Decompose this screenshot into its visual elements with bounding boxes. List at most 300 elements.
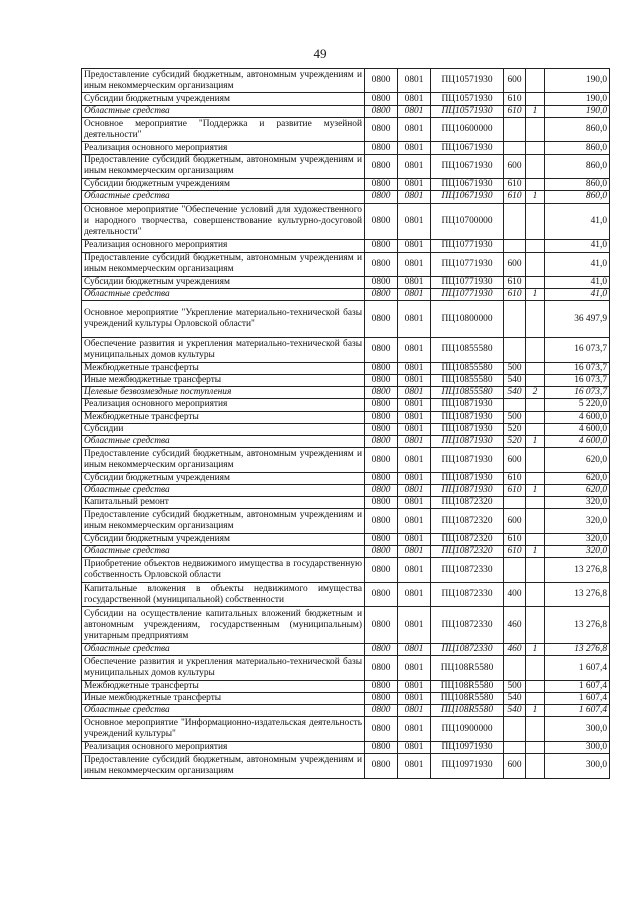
- expense-type-code: [504, 203, 526, 240]
- funding-source-code: 1: [526, 289, 545, 301]
- target-article-code: ПЦ10671930: [431, 179, 504, 191]
- funding-source-code: [526, 533, 545, 545]
- row-name: Областные средства: [82, 191, 365, 203]
- target-article-code: ПЦ10871930: [431, 448, 504, 472]
- expense-type-code: 500: [504, 362, 526, 374]
- table-row: [82, 705, 610, 717]
- section-code: 0800: [365, 399, 398, 411]
- expense-type-code: 610: [504, 546, 526, 558]
- amount: 16 073,7: [545, 387, 610, 399]
- section-code: 0800: [365, 387, 398, 399]
- target-article-code: ПЦ10571930: [431, 93, 504, 105]
- row-name: Субсидии бюджетным учреждениям: [82, 93, 365, 105]
- row-name: Реализация основного мероприятия: [82, 399, 365, 411]
- amount: 190,0: [545, 105, 610, 117]
- table-row: [82, 680, 610, 692]
- target-article-code: ПЦ10855580: [431, 338, 504, 362]
- expense-type-code: 610: [504, 179, 526, 191]
- subsection-code: 0801: [398, 533, 431, 545]
- row-name: Реализация основного мероприятия: [82, 142, 365, 154]
- row-name: Обеспечение развития и укрепления материально-технической базы муниципальных домов культуры: [82, 656, 365, 680]
- expense-type-code: 600: [504, 252, 526, 276]
- expense-type-code: [504, 741, 526, 753]
- row-name: Иные межбюджетные трансферты: [82, 693, 365, 705]
- target-article-code: ПЦ10872330: [431, 644, 504, 656]
- funding-source-code: [526, 154, 545, 178]
- expense-type-code: [504, 117, 526, 141]
- target-article-code: ПЦ10571930: [431, 105, 504, 117]
- row-name: Предоставление субсидий бюджетным, автономным учреждениям и иным некоммерческим организациям: [82, 69, 365, 93]
- section-code: 0800: [365, 154, 398, 178]
- section-code: 0800: [365, 374, 398, 386]
- row-name: Областные средства: [82, 485, 365, 497]
- subsection-code: 0801: [398, 362, 431, 374]
- subsection-code: 0801: [398, 191, 431, 203]
- target-article-code: ПЦ10971930: [431, 754, 504, 778]
- table-row: [82, 644, 610, 656]
- target-article-code: ПЦ10771930: [431, 277, 504, 289]
- expense-type-code: [504, 142, 526, 154]
- row-name: Предоставление субсидий бюджетным, автономным учреждениям и иным некоммерческим организациям: [82, 448, 365, 472]
- amount: 860,0: [545, 142, 610, 154]
- funding-source-code: 1: [526, 644, 545, 656]
- section-code: 0800: [365, 203, 398, 240]
- expense-type-code: 520: [504, 423, 526, 435]
- target-article-code: ПЦ10871930: [431, 485, 504, 497]
- funding-source-code: [526, 411, 545, 423]
- subsection-code: 0801: [398, 338, 431, 362]
- row-name: Реализация основного мероприятия: [82, 240, 365, 252]
- funding-source-code: 1: [526, 436, 545, 448]
- row-name: Предоставление субсидий бюджетным, автономным учреждениям и иным некоммерческим организациям: [82, 154, 365, 178]
- table-row: [82, 338, 610, 362]
- table-row: [82, 93, 610, 105]
- target-article-code: ПЦ10771930: [431, 240, 504, 252]
- row-name: Межбюджетные трансферты: [82, 680, 365, 692]
- expense-type-code: [504, 558, 526, 582]
- expense-type-code: 610: [504, 533, 526, 545]
- amount: 300,0: [545, 741, 610, 753]
- table-row: [82, 436, 610, 448]
- subsection-code: 0801: [398, 277, 431, 289]
- table-row: [82, 509, 610, 533]
- expense-type-code: [504, 717, 526, 741]
- target-article-code: ПЦ10872330: [431, 558, 504, 582]
- expense-type-code: 610: [504, 105, 526, 117]
- funding-source-code: [526, 558, 545, 582]
- funding-source-code: [526, 448, 545, 472]
- target-article-code: ПЦ10900000: [431, 717, 504, 741]
- section-code: 0800: [365, 644, 398, 656]
- table-row: [82, 741, 610, 753]
- section-code: 0800: [365, 93, 398, 105]
- target-article-code: ПЦ10871930: [431, 411, 504, 423]
- subsection-code: 0801: [398, 117, 431, 141]
- section-code: 0800: [365, 105, 398, 117]
- subsection-code: 0801: [398, 374, 431, 386]
- budget-table: [81, 68, 610, 779]
- subsection-code: 0801: [398, 301, 431, 338]
- subsection-code: 0801: [398, 399, 431, 411]
- funding-source-code: [526, 497, 545, 509]
- amount: 41,0: [545, 203, 610, 240]
- target-article-code: ПЦ10871930: [431, 399, 504, 411]
- subsection-code: 0801: [398, 142, 431, 154]
- expense-type-code: 600: [504, 154, 526, 178]
- page-number: 49: [313, 46, 327, 61]
- funding-source-code: [526, 374, 545, 386]
- subsection-code: 0801: [398, 644, 431, 656]
- amount: 620,0: [545, 472, 610, 484]
- section-code: 0800: [365, 142, 398, 154]
- subsection-code: 0801: [398, 93, 431, 105]
- target-article-code: ПЦ10600000: [431, 117, 504, 141]
- subsection-code: 0801: [398, 240, 431, 252]
- expense-type-code: 600: [504, 509, 526, 533]
- section-code: 0800: [365, 741, 398, 753]
- amount: 36 497,9: [545, 301, 610, 338]
- subsection-code: 0801: [398, 485, 431, 497]
- expense-type-code: 600: [504, 448, 526, 472]
- funding-source-code: [526, 607, 545, 644]
- row-name: Областные средства: [82, 705, 365, 717]
- funding-source-code: [526, 741, 545, 753]
- amount: 4 600,0: [545, 411, 610, 423]
- funding-source-code: [526, 240, 545, 252]
- funding-source-code: [526, 423, 545, 435]
- expense-type-code: [504, 240, 526, 252]
- section-code: 0800: [365, 277, 398, 289]
- funding-source-code: [526, 656, 545, 680]
- row-name: Предоставление субсидий бюджетным, автономным учреждениям и иным некоммерческим организациям: [82, 754, 365, 778]
- funding-source-code: [526, 179, 545, 191]
- expense-type-code: 460: [504, 607, 526, 644]
- funding-source-code: 1: [526, 191, 545, 203]
- section-code: 0800: [365, 436, 398, 448]
- subsection-code: 0801: [398, 472, 431, 484]
- target-article-code: ПЦ10872320: [431, 533, 504, 545]
- subsection-code: 0801: [398, 680, 431, 692]
- funding-source-code: 2: [526, 387, 545, 399]
- amount: 620,0: [545, 448, 610, 472]
- section-code: 0800: [365, 497, 398, 509]
- amount: 41,0: [545, 240, 610, 252]
- amount: 1 607,4: [545, 693, 610, 705]
- table-row: [82, 142, 610, 154]
- table-row: [82, 448, 610, 472]
- target-article-code: ПЦ108R5580: [431, 693, 504, 705]
- section-code: 0800: [365, 693, 398, 705]
- amount: 190,0: [545, 93, 610, 105]
- target-article-code: ПЦ10800000: [431, 301, 504, 338]
- table-row: [82, 69, 610, 93]
- amount: 320,0: [545, 509, 610, 533]
- amount: 4 600,0: [545, 436, 610, 448]
- amount: 16 073,7: [545, 338, 610, 362]
- row-name: Целевые безвозмездные поступления: [82, 387, 365, 399]
- subsection-code: 0801: [398, 411, 431, 423]
- table-row: [82, 411, 610, 423]
- funding-source-code: [526, 142, 545, 154]
- table-row: [82, 362, 610, 374]
- table-row: [82, 607, 610, 644]
- subsection-code: 0801: [398, 705, 431, 717]
- row-name: Приобретение объектов недвижимого имущества в государственную собственность Орловской области: [82, 558, 365, 582]
- subsection-code: 0801: [398, 179, 431, 191]
- table-row: [82, 497, 610, 509]
- subsection-code: 0801: [398, 203, 431, 240]
- expense-type-code: [504, 338, 526, 362]
- table-row: [82, 717, 610, 741]
- subsection-code: 0801: [398, 717, 431, 741]
- section-code: 0800: [365, 423, 398, 435]
- subsection-code: 0801: [398, 582, 431, 606]
- subsection-code: 0801: [398, 252, 431, 276]
- amount: 41,0: [545, 277, 610, 289]
- row-name: Реализация основного мероприятия: [82, 741, 365, 753]
- funding-source-code: [526, 252, 545, 276]
- row-name: Субсидии бюджетным учреждениям: [82, 179, 365, 191]
- row-name: Капитальные вложения в объекты недвижимого имущества государственной (муниципальной) собственности: [82, 582, 365, 606]
- funding-source-code: [526, 362, 545, 374]
- amount: 16 073,7: [545, 362, 610, 374]
- target-article-code: ПЦ10872330: [431, 607, 504, 644]
- amount: 13 276,8: [545, 558, 610, 582]
- row-name: Областные средства: [82, 289, 365, 301]
- expense-type-code: 600: [504, 754, 526, 778]
- expense-type-code: 610: [504, 277, 526, 289]
- expense-type-code: 540: [504, 693, 526, 705]
- amount: 860,0: [545, 117, 610, 141]
- funding-source-code: [526, 399, 545, 411]
- section-code: 0800: [365, 656, 398, 680]
- row-name: Субсидии: [82, 423, 365, 435]
- funding-source-code: [526, 582, 545, 606]
- section-code: 0800: [365, 754, 398, 778]
- amount: 5 220,0: [545, 399, 610, 411]
- subsection-code: 0801: [398, 546, 431, 558]
- section-code: 0800: [365, 558, 398, 582]
- expense-type-code: 540: [504, 374, 526, 386]
- subsection-code: 0801: [398, 105, 431, 117]
- section-code: 0800: [365, 607, 398, 644]
- section-code: 0800: [365, 240, 398, 252]
- section-code: 0800: [365, 289, 398, 301]
- amount: 320,0: [545, 533, 610, 545]
- expense-type-code: [504, 301, 526, 338]
- row-name: Предоставление субсидий бюджетным, автономным учреждениям и иным некоммерческим организациям: [82, 252, 365, 276]
- target-article-code: ПЦ10855580: [431, 362, 504, 374]
- expense-type-code: 610: [504, 93, 526, 105]
- table-row: [82, 203, 610, 240]
- expense-type-code: 610: [504, 472, 526, 484]
- target-article-code: ПЦ10871930: [431, 423, 504, 435]
- section-code: 0800: [365, 582, 398, 606]
- row-name: Областные средства: [82, 436, 365, 448]
- funding-source-code: [526, 754, 545, 778]
- amount: 13 276,8: [545, 644, 610, 656]
- expense-type-code: [504, 497, 526, 509]
- subsection-code: 0801: [398, 387, 431, 399]
- table-row: [82, 277, 610, 289]
- table-row: [82, 240, 610, 252]
- section-code: 0800: [365, 533, 398, 545]
- amount: 860,0: [545, 191, 610, 203]
- expense-type-code: 600: [504, 69, 526, 93]
- subsection-code: 0801: [398, 289, 431, 301]
- table-row: [82, 154, 610, 178]
- target-article-code: ПЦ10671930: [431, 191, 504, 203]
- target-article-code: ПЦ10671930: [431, 154, 504, 178]
- amount: 300,0: [545, 717, 610, 741]
- amount: 41,0: [545, 289, 610, 301]
- section-code: 0800: [365, 448, 398, 472]
- expense-type-code: 610: [504, 191, 526, 203]
- amount: 1 607,4: [545, 705, 610, 717]
- subsection-code: 0801: [398, 607, 431, 644]
- subsection-code: 0801: [398, 69, 431, 93]
- table-row: [82, 472, 610, 484]
- amount: 13 276,8: [545, 582, 610, 606]
- expense-type-code: 460: [504, 644, 526, 656]
- funding-source-code: 1: [526, 485, 545, 497]
- table-row: [82, 582, 610, 606]
- expense-type-code: 400: [504, 582, 526, 606]
- budget-table-body: [82, 69, 610, 779]
- expense-type-code: 520: [504, 436, 526, 448]
- amount: 41,0: [545, 252, 610, 276]
- funding-source-code: 1: [526, 105, 545, 117]
- table-row: [82, 191, 610, 203]
- expense-type-code: [504, 399, 526, 411]
- amount: 190,0: [545, 69, 610, 93]
- table-row: [82, 533, 610, 545]
- target-article-code: ПЦ10855580: [431, 387, 504, 399]
- table-row: [82, 754, 610, 778]
- row-name: Межбюджетные трансферты: [82, 362, 365, 374]
- section-code: 0800: [365, 362, 398, 374]
- subsection-code: 0801: [398, 423, 431, 435]
- funding-source-code: [526, 301, 545, 338]
- expense-type-code: 610: [504, 289, 526, 301]
- row-name: Межбюджетные трансферты: [82, 411, 365, 423]
- target-article-code: ПЦ10671930: [431, 142, 504, 154]
- funding-source-code: [526, 277, 545, 289]
- row-name: Субсидии бюджетным учреждениям: [82, 533, 365, 545]
- row-name: Основное мероприятие "Поддержка и развитие музейной деятельности": [82, 117, 365, 141]
- target-article-code: ПЦ10771930: [431, 289, 504, 301]
- target-article-code: ПЦ10872320: [431, 546, 504, 558]
- row-name: Предоставление субсидий бюджетным, автономным учреждениям и иным некоммерческим организациям: [82, 509, 365, 533]
- section-code: 0800: [365, 509, 398, 533]
- table-row: [82, 301, 610, 338]
- subsection-code: 0801: [398, 754, 431, 778]
- row-name: Субсидии бюджетным учреждениям: [82, 277, 365, 289]
- section-code: 0800: [365, 191, 398, 203]
- row-name: Областные средства: [82, 546, 365, 558]
- row-name: Обеспечение развития и укрепления материально-технической базы муниципальных домов культуры: [82, 338, 365, 362]
- subsection-code: 0801: [398, 448, 431, 472]
- subsection-code: 0801: [398, 509, 431, 533]
- amount: 620,0: [545, 485, 610, 497]
- table-row: [82, 423, 610, 435]
- section-code: 0800: [365, 117, 398, 141]
- subsection-code: 0801: [398, 741, 431, 753]
- row-name: Основное мероприятие "Укрепление материально-технической базы учреждений культуры Орловской области": [82, 301, 365, 338]
- amount: 320,0: [545, 546, 610, 558]
- funding-source-code: [526, 509, 545, 533]
- section-code: 0800: [365, 472, 398, 484]
- row-name: Капитальный ремонт: [82, 497, 365, 509]
- funding-source-code: [526, 69, 545, 93]
- subsection-code: 0801: [398, 558, 431, 582]
- table-row: [82, 105, 610, 117]
- target-article-code: ПЦ10871930: [431, 472, 504, 484]
- table-row: [82, 693, 610, 705]
- section-code: 0800: [365, 301, 398, 338]
- table-row: [82, 485, 610, 497]
- funding-source-code: [526, 693, 545, 705]
- expense-type-code: 540: [504, 387, 526, 399]
- target-article-code: ПЦ10872320: [431, 497, 504, 509]
- target-article-code: ПЦ10571930: [431, 69, 504, 93]
- section-code: 0800: [365, 680, 398, 692]
- row-name: Основное мероприятие "Информационно-издательская деятельность учреждений культуры": [82, 717, 365, 741]
- amount: 320,0: [545, 497, 610, 509]
- row-name: Субсидии бюджетным учреждениям: [82, 472, 365, 484]
- expense-type-code: [504, 656, 526, 680]
- subsection-code: 0801: [398, 436, 431, 448]
- table-row: [82, 252, 610, 276]
- target-article-code: ПЦ10855580: [431, 374, 504, 386]
- funding-source-code: [526, 338, 545, 362]
- section-code: 0800: [365, 179, 398, 191]
- section-code: 0800: [365, 485, 398, 497]
- target-article-code: ПЦ10872330: [431, 582, 504, 606]
- funding-source-code: [526, 472, 545, 484]
- amount: 16 073,7: [545, 374, 610, 386]
- funding-source-code: 1: [526, 546, 545, 558]
- target-article-code: ПЦ10700000: [431, 203, 504, 240]
- table-row: [82, 558, 610, 582]
- amount: 300,0: [545, 754, 610, 778]
- funding-source-code: [526, 93, 545, 105]
- table-row: [82, 289, 610, 301]
- target-article-code: ПЦ10771930: [431, 252, 504, 276]
- row-name: Основное мероприятие "Обеспечение условий для художественного и народного творчества, совершенствование культурно-досуговой деятельности": [82, 203, 365, 240]
- subsection-code: 0801: [398, 154, 431, 178]
- table-row: [82, 399, 610, 411]
- target-article-code: ПЦ10971930: [431, 741, 504, 753]
- funding-source-code: [526, 680, 545, 692]
- row-name: Областные средства: [82, 644, 365, 656]
- amount: 860,0: [545, 179, 610, 191]
- amount: 4 600,0: [545, 423, 610, 435]
- table-row: [82, 179, 610, 191]
- amount: 860,0: [545, 154, 610, 178]
- subsection-code: 0801: [398, 693, 431, 705]
- amount: 1 607,4: [545, 680, 610, 692]
- section-code: 0800: [365, 69, 398, 93]
- table-row: [82, 117, 610, 141]
- section-code: 0800: [365, 705, 398, 717]
- target-article-code: ПЦ108R5580: [431, 680, 504, 692]
- target-article-code: ПЦ10872320: [431, 509, 504, 533]
- funding-source-code: [526, 717, 545, 741]
- row-name: Областные средства: [82, 105, 365, 117]
- section-code: 0800: [365, 411, 398, 423]
- funding-source-code: 1: [526, 705, 545, 717]
